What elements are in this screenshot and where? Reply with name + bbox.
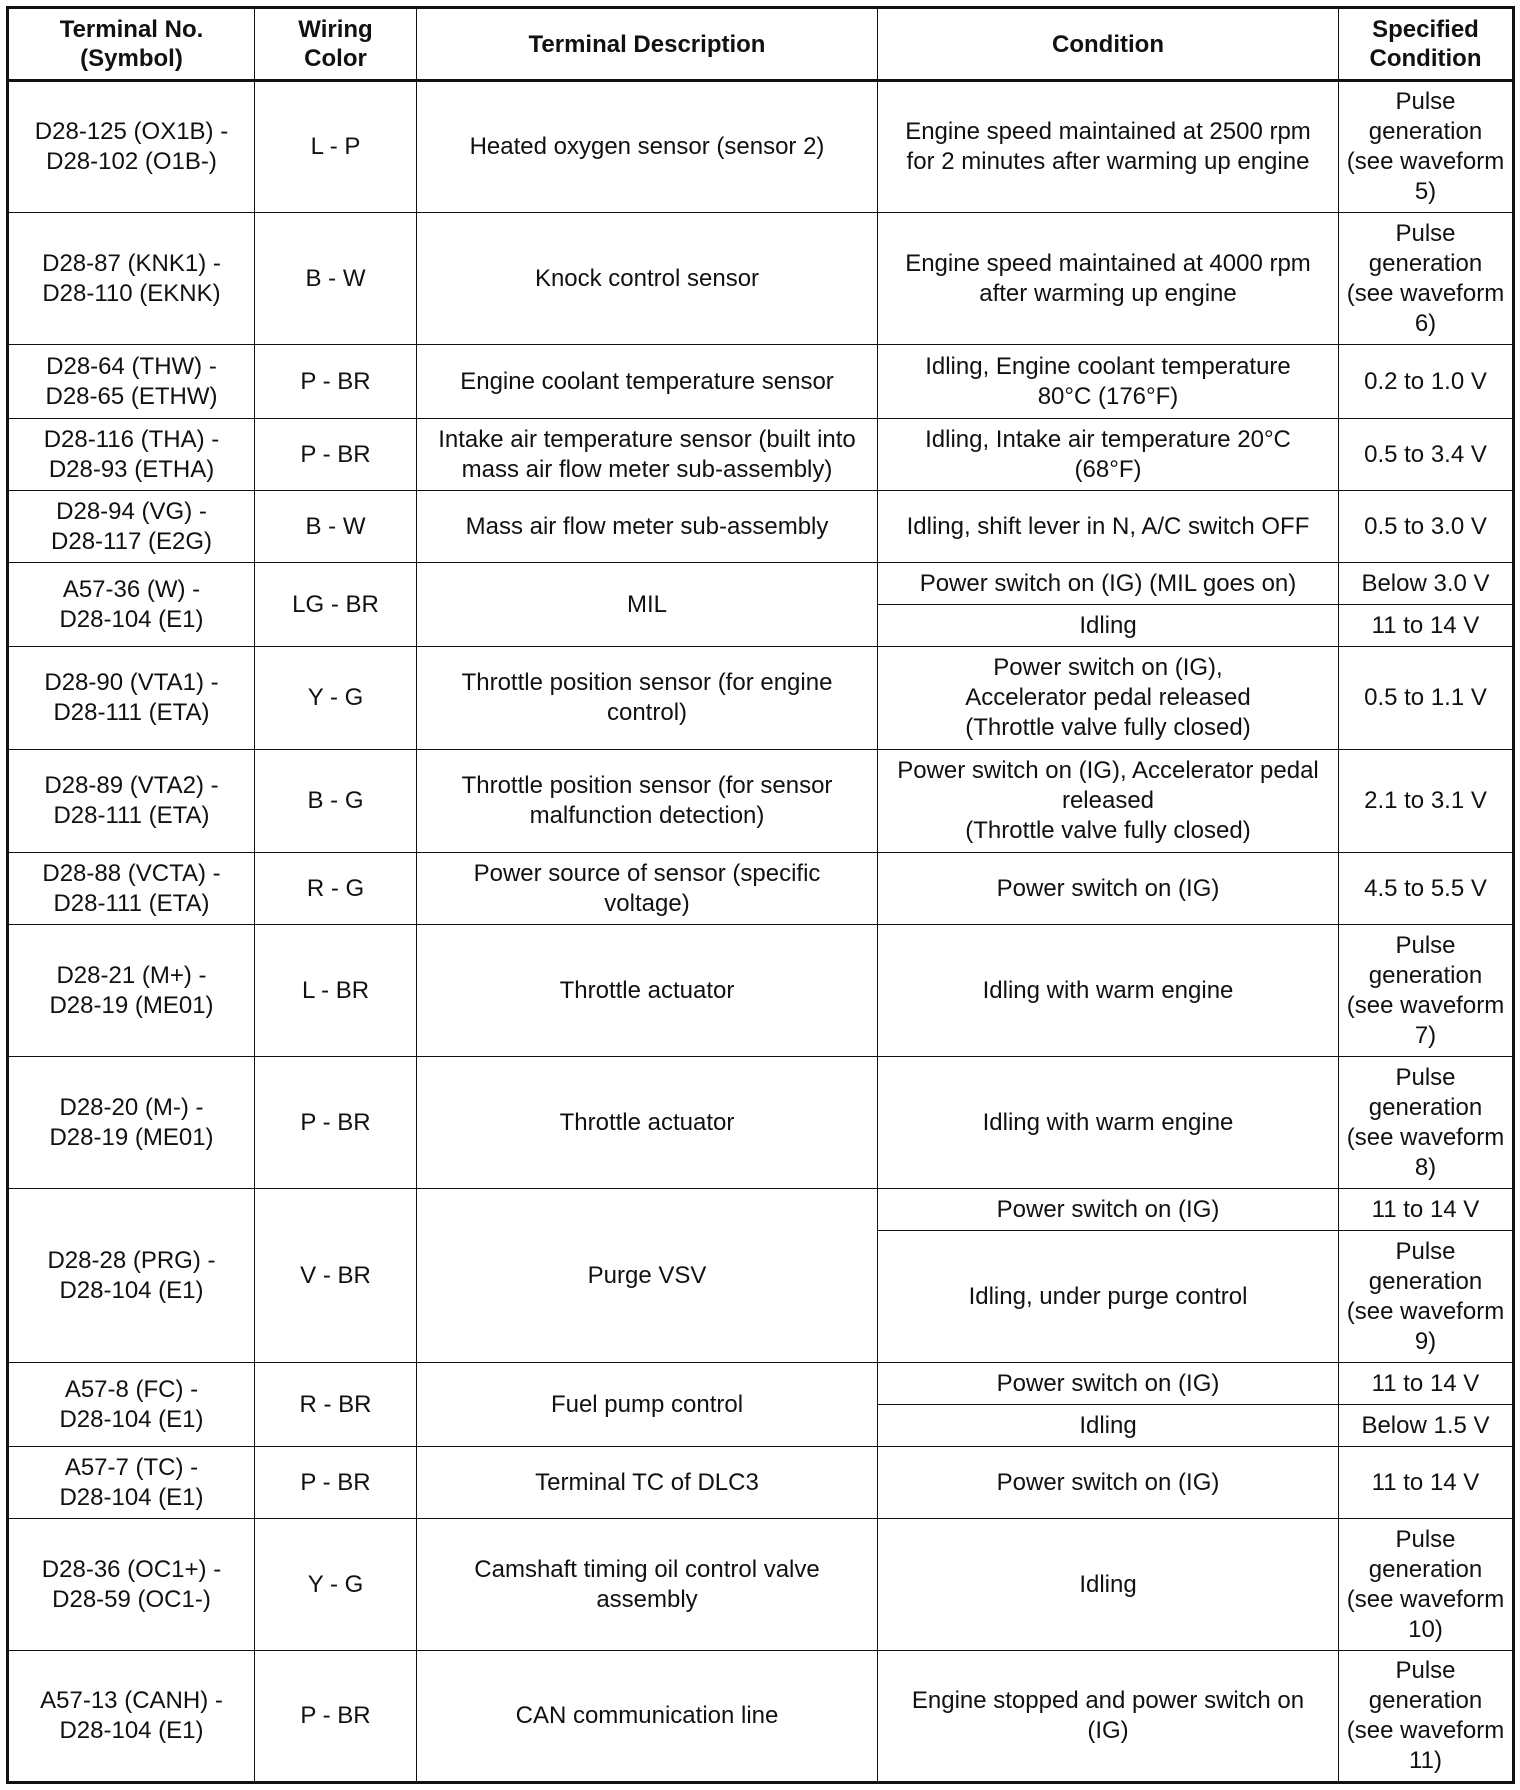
terminal-cell: D28-64 (THW) - D28-65 (ETHW) <box>8 345 255 419</box>
wiring-color-cell: P - BR <box>255 1447 417 1519</box>
wiring-color-cell: R - G <box>255 853 417 925</box>
description-cell: Terminal TC of DLC3 <box>417 1447 878 1519</box>
table-row <box>8 1447 1514 1519</box>
terminal-cell: D28-28 (PRG) - D28-104 (E1) <box>8 1189 255 1363</box>
condition-cell: Idling, under purge control <box>878 1231 1339 1363</box>
wiring-color-cell: B - W <box>255 491 417 563</box>
table-row <box>8 853 1514 925</box>
wiring-color-cell: B - G <box>255 750 417 853</box>
specified-condition-cell: Pulse generation (see waveform 9) <box>1339 1231 1514 1363</box>
specified-condition-cell: 11 to 14 V <box>1339 1363 1514 1405</box>
description-cell: CAN communication line <box>417 1651 878 1783</box>
table-row <box>8 1189 1514 1231</box>
terminal-cell: D28-116 (THA) - D28-93 (ETHA) <box>8 419 255 491</box>
description-cell: Heated oxygen sensor (sensor 2) <box>417 81 878 213</box>
condition-cell: Idling with warm engine <box>878 925 1339 1057</box>
specified-condition-cell: Below 3.0 V <box>1339 563 1514 605</box>
header-terminal-no: Terminal No. (Symbol) <box>8 8 255 81</box>
table-row <box>8 345 1514 419</box>
condition-cell: Engine speed maintained at 4000 rpm after warming up engine <box>878 213 1339 345</box>
wiring-color-cell: P - BR <box>255 1651 417 1783</box>
condition-cell: Power switch on (IG) <box>878 1189 1339 1231</box>
description-cell: Purge VSV <box>417 1189 878 1363</box>
description-cell: Knock control sensor <box>417 213 878 345</box>
terminal-cell: A57-13 (CANH) - D28-104 (E1) <box>8 1651 255 1783</box>
wiring-color-cell: LG - BR <box>255 563 417 647</box>
description-cell: Camshaft timing oil control valve assembly <box>417 1519 878 1651</box>
condition-cell: Idling, Engine coolant temperature 80°C (176°F) <box>878 345 1339 419</box>
terminal-cell: D28-125 (OX1B) - D28-102 (O1B-) <box>8 81 255 213</box>
terminal-cell: A57-7 (TC) - D28-104 (E1) <box>8 1447 255 1519</box>
terminal-cell: D28-94 (VG) - D28-117 (E2G) <box>8 491 255 563</box>
specified-condition-cell: 0.2 to 1.0 V <box>1339 345 1514 419</box>
description-cell: Intake air temperature sensor (built into mass air flow meter sub-assembly) <box>417 419 878 491</box>
description-cell: Throttle position sensor (for sensor malfunction detection) <box>417 750 878 853</box>
condition-cell: Idling with warm engine <box>878 1057 1339 1189</box>
table-row <box>8 1057 1514 1189</box>
specified-condition-cell: Pulse generation (see waveform 10) <box>1339 1519 1514 1651</box>
condition-cell: Power switch on (IG) (MIL goes on) <box>878 563 1339 605</box>
condition-cell: Power switch on (IG), Accelerator pedal released (Throttle valve fully closed) <box>878 750 1339 853</box>
specified-condition-cell: 0.5 to 1.1 V <box>1339 647 1514 750</box>
terminal-cell: D28-89 (VTA2) - D28-111 (ETA) <box>8 750 255 853</box>
wiring-color-cell: B - W <box>255 213 417 345</box>
description-cell: Throttle actuator <box>417 925 878 1057</box>
condition-cell: Engine stopped and power switch on (IG) <box>878 1651 1339 1783</box>
specified-condition-cell: 11 to 14 V <box>1339 1447 1514 1519</box>
wiring-color-cell: L - BR <box>255 925 417 1057</box>
table-row <box>8 647 1514 750</box>
table-row <box>8 925 1514 1057</box>
condition-cell: Power switch on (IG), Accelerator pedal released (Throttle valve fully closed) <box>878 647 1339 750</box>
specified-condition-cell: Pulse generation (see waveform 6) <box>1339 213 1514 345</box>
wiring-color-cell: Y - G <box>255 1519 417 1651</box>
description-cell: MIL <box>417 563 878 647</box>
terminal-cell: D28-21 (M+) - D28-19 (ME01) <box>8 925 255 1057</box>
condition-cell: Power switch on (IG) <box>878 1363 1339 1405</box>
specified-condition-cell: 4.5 to 5.5 V <box>1339 853 1514 925</box>
table-body <box>8 81 1514 1783</box>
wiring-color-cell: R - BR <box>255 1363 417 1447</box>
condition-cell: Engine speed maintained at 2500 rpm for 2 minutes after warming up engine <box>878 81 1339 213</box>
condition-cell: Idling, Intake air temperature 20°C (68°F) <box>878 419 1339 491</box>
condition-cell: Idling <box>878 605 1339 647</box>
condition-cell: Power switch on (IG) <box>878 853 1339 925</box>
specified-condition-cell: Pulse generation (see waveform 8) <box>1339 1057 1514 1189</box>
wiring-color-cell: V - BR <box>255 1189 417 1363</box>
wiring-color-cell: P - BR <box>255 345 417 419</box>
table-row <box>8 1519 1514 1651</box>
table-row <box>8 81 1514 213</box>
specified-condition-cell: 11 to 14 V <box>1339 1189 1514 1231</box>
header-row <box>8 8 1514 81</box>
specified-condition-cell: Below 1.5 V <box>1339 1405 1514 1447</box>
terminal-cell: D28-36 (OC1+) - D28-59 (OC1-) <box>8 1519 255 1651</box>
condition-cell: Idling <box>878 1519 1339 1651</box>
condition-cell: Power switch on (IG) <box>878 1447 1339 1519</box>
description-cell: Throttle position sensor (for engine control) <box>417 647 878 750</box>
specified-condition-cell: Pulse generation (see waveform 7) <box>1339 925 1514 1057</box>
specified-condition-cell: 0.5 to 3.0 V <box>1339 491 1514 563</box>
terminal-cell: D28-87 (KNK1) - D28-110 (EKNK) <box>8 213 255 345</box>
wiring-color-cell: Y - G <box>255 647 417 750</box>
header-specified-condition: Specified Condition <box>1339 8 1514 81</box>
terminal-table <box>6 6 1515 1784</box>
table-row <box>8 1651 1514 1783</box>
header-wiring-color: Wiring Color <box>255 8 417 81</box>
specified-condition-cell: 0.5 to 3.4 V <box>1339 419 1514 491</box>
description-cell: Power source of sensor (specific voltage) <box>417 853 878 925</box>
specified-condition-cell: 2.1 to 3.1 V <box>1339 750 1514 853</box>
specified-condition-cell: Pulse generation (see waveform 11) <box>1339 1651 1514 1783</box>
table-row <box>8 563 1514 605</box>
specified-condition-cell: 11 to 14 V <box>1339 605 1514 647</box>
condition-cell: Idling <box>878 1405 1339 1447</box>
wiring-color-cell: P - BR <box>255 1057 417 1189</box>
description-cell: Throttle actuator <box>417 1057 878 1189</box>
wiring-color-cell: P - BR <box>255 419 417 491</box>
table-row <box>8 213 1514 345</box>
header-condition: Condition <box>878 8 1339 81</box>
description-cell: Mass air flow meter sub-assembly <box>417 491 878 563</box>
table-row <box>8 750 1514 853</box>
header-terminal-description: Terminal Description <box>417 8 878 81</box>
wiring-color-cell: L - P <box>255 81 417 213</box>
terminal-cell: A57-36 (W) - D28-104 (E1) <box>8 563 255 647</box>
table-row <box>8 491 1514 563</box>
description-cell: Engine coolant temperature sensor <box>417 345 878 419</box>
specified-condition-cell: Pulse generation (see waveform 5) <box>1339 81 1514 213</box>
terminal-cell: D28-88 (VCTA) - D28-111 (ETA) <box>8 853 255 925</box>
terminal-cell: D28-90 (VTA1) - D28-111 (ETA) <box>8 647 255 750</box>
table-row <box>8 419 1514 491</box>
terminal-cell: A57-8 (FC) - D28-104 (E1) <box>8 1363 255 1447</box>
condition-cell: Idling, shift lever in N, A/C switch OFF <box>878 491 1339 563</box>
table-row <box>8 1363 1514 1405</box>
description-cell: Fuel pump control <box>417 1363 878 1447</box>
terminal-cell: D28-20 (M-) - D28-19 (ME01) <box>8 1057 255 1189</box>
